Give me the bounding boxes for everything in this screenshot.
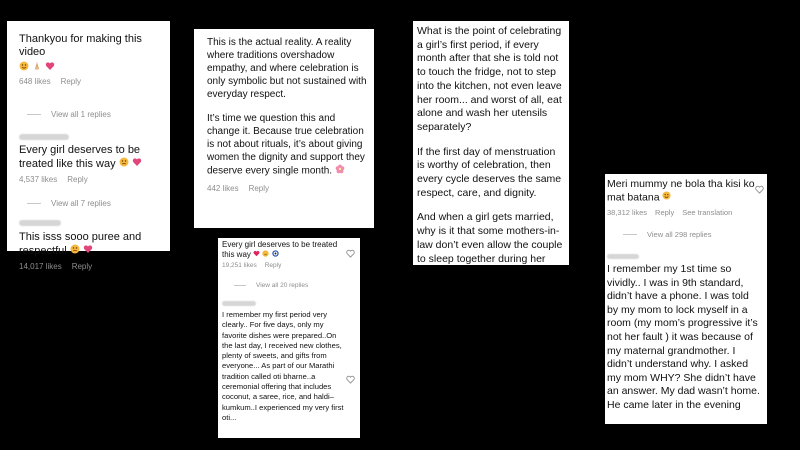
blurred-username bbox=[222, 301, 256, 306]
comment-text-body: Every girl deserves to be treated like this way bbox=[19, 144, 141, 170]
pink-heart-emoji-icon bbox=[132, 157, 142, 171]
comment-card-2 bbox=[194, 29, 374, 228]
comment-card-4 bbox=[218, 238, 360, 438]
reply-button[interactable]: Reply bbox=[655, 208, 675, 218]
heart-outline-icon[interactable] bbox=[346, 371, 355, 380]
comment-item bbox=[207, 36, 367, 193]
comment-item bbox=[222, 310, 344, 423]
reply-button[interactable]: Reply bbox=[71, 262, 93, 271]
view-replies-button[interactable] bbox=[27, 110, 111, 119]
like-count[interactable]: 19,251 likes bbox=[222, 262, 257, 270]
comment-item bbox=[19, 231, 159, 271]
comment-meta bbox=[19, 262, 159, 271]
comment-paragraph-3: And when a girl gets married, why is it that some mothers-in-law don’t even allow the couple to sleep together during her bbox=[417, 211, 563, 265]
comment-meta bbox=[207, 184, 367, 193]
pink-heart-emoji-icon bbox=[45, 58, 55, 76]
comment-meta bbox=[19, 175, 159, 184]
heart-outline-icon[interactable] bbox=[346, 245, 355, 254]
comment-text bbox=[607, 178, 757, 204]
reply-button[interactable]: Reply bbox=[248, 184, 270, 193]
comment-meta bbox=[19, 77, 159, 86]
reply-button[interactable]: Reply bbox=[67, 175, 88, 184]
comment-card-1 bbox=[7, 21, 170, 271]
reply-button[interactable]: Reply bbox=[60, 77, 82, 86]
like-count[interactable]: 4,537 likes bbox=[19, 175, 58, 184]
red-heart-emoji-icon bbox=[253, 250, 260, 260]
comment-paragraph-2 bbox=[207, 112, 367, 178]
blurred-username bbox=[19, 134, 69, 140]
comment-item bbox=[19, 33, 159, 86]
blurred-username bbox=[607, 254, 639, 259]
comment-text: Thankyou for making this video bbox=[19, 33, 142, 58]
folded-hands-emoji-icon bbox=[32, 58, 42, 76]
view-replies-label: View all 1 replies bbox=[51, 110, 111, 119]
crying-face-emoji-icon bbox=[70, 244, 80, 258]
smiling-face-emoji-icon bbox=[662, 191, 671, 204]
like-count[interactable]: 442 likes bbox=[207, 184, 239, 193]
reply-button[interactable]: Reply bbox=[264, 262, 282, 270]
comment-item bbox=[417, 25, 565, 266]
comment-paragraph-1: What is the point of celebrating a girl’s first period, if every month after that she is told not to touch the fridge, not to step into the kitchen, not even leave her room... and worst of all, eat alone and wash her utensils separately? bbox=[417, 25, 562, 133]
view-replies-button[interactable] bbox=[623, 230, 711, 239]
comment-text-body: It’s time we question this and change it. Because true celebration is not about rituals, it’s about giving women the dignity and support they deserve every single month. bbox=[207, 113, 365, 177]
comment-text bbox=[19, 144, 159, 171]
view-replies-label: View all 20 replies bbox=[256, 282, 309, 289]
comment-meta bbox=[607, 208, 757, 217]
comment-text: I remember my first period very clearly.. For five days, only my favorite dishes were prepared..On the last day, I received new clothes, plenty of sweets, and gifts from everyone... As part of our Marathi tradition called oti bharne..a ceremonial offering that includes coconut, a saree, rice, and haldi–kumkum..I experienced my very first oti... bbox=[222, 310, 344, 422]
divider-line bbox=[234, 285, 246, 286]
comment-item bbox=[607, 263, 761, 413]
crying-face-emoji-icon bbox=[262, 250, 269, 260]
comment-text bbox=[19, 231, 159, 258]
comment-text bbox=[222, 240, 340, 259]
comment-emojis bbox=[19, 61, 159, 73]
pink-heart-emoji-icon bbox=[83, 244, 93, 258]
comment-text-body: This isss sooo puree and respectful bbox=[19, 231, 142, 257]
divider-line bbox=[623, 234, 637, 235]
view-replies-button[interactable] bbox=[234, 282, 308, 289]
blurred-username bbox=[19, 220, 61, 226]
divider-line bbox=[27, 114, 41, 115]
evil-eye-emoji-icon bbox=[272, 250, 279, 260]
comment-text-body: Every girl deserves to be treated this way bbox=[222, 240, 338, 259]
view-replies-button[interactable] bbox=[27, 199, 111, 208]
heart-outline-icon[interactable] bbox=[755, 181, 764, 190]
divider-line bbox=[27, 203, 41, 204]
cherry-blossom-emoji-icon bbox=[335, 164, 345, 178]
comment-card-5 bbox=[605, 174, 767, 424]
comment-card-3 bbox=[413, 21, 569, 265]
comment-paragraph-1: This is the actual reality. A reality where traditions overshadow empathy, and where celebration is only symbolic but not sustained with everyday respect. bbox=[207, 37, 367, 100]
like-count[interactable]: 14,017 likes bbox=[19, 262, 62, 271]
view-replies-label: View all 7 replies bbox=[51, 199, 111, 208]
comment-item bbox=[607, 178, 757, 217]
view-replies-label: View all 298 replies bbox=[647, 230, 712, 239]
comment-text: I remember my 1st time so vividly.. I was in 9th standard, didn’t have a phone. I was told by my mom to lock myself in a room (my mom’s progressive it’s not her fault ) it was because of my maternal grandmother. I didn’t understand why. I asked my mom WHY? She didn’t have an answer. My dad wasn’t home. He came later in the evening bbox=[607, 263, 760, 411]
comment-item bbox=[222, 240, 340, 269]
comment-meta bbox=[222, 262, 340, 269]
comment-paragraph-2: If the first day of menstruation is worthy of celebration, then every cycle deserves the same respect, care, and dignity. bbox=[417, 145, 562, 199]
see-translation-button[interactable]: See translation bbox=[682, 208, 733, 218]
like-count[interactable]: 38,312 likes bbox=[607, 208, 648, 218]
like-count[interactable]: 648 likes bbox=[19, 77, 51, 86]
crying-face-emoji-icon bbox=[119, 157, 129, 171]
comment-item bbox=[19, 144, 159, 184]
comment-text-body: Meri mummy ne bola tha kisi ko mat batana bbox=[607, 178, 755, 204]
smiling-face-emoji-icon bbox=[19, 58, 29, 76]
